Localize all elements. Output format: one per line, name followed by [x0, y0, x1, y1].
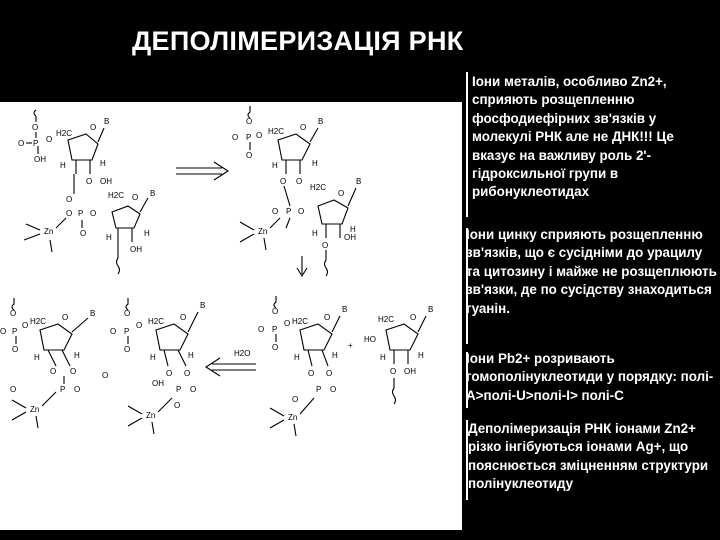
water-label: H2O: [234, 349, 251, 358]
svg-text:O: O: [50, 367, 57, 376]
svg-text:H: H: [100, 159, 106, 168]
svg-text:O: O: [256, 131, 263, 140]
svg-text:P: P: [246, 133, 252, 142]
structure-2: [232, 106, 361, 276]
svg-text:H: H: [144, 229, 150, 238]
svg-text:B: B: [342, 305, 348, 314]
svg-text:O: O: [110, 327, 117, 336]
svg-text:O: O: [300, 123, 307, 132]
svg-text:H2C: H2C: [148, 317, 165, 326]
svg-text:H: H: [294, 353, 300, 362]
svg-text:O: O: [124, 309, 131, 318]
svg-text:H: H: [380, 353, 386, 362]
svg-text:B: B: [356, 177, 362, 186]
svg-text:O: O: [390, 367, 397, 376]
svg-text:O: O: [32, 123, 39, 132]
svg-text:OH: OH: [130, 245, 142, 254]
separator-1: [466, 72, 468, 217]
svg-text:O: O: [190, 385, 197, 394]
svg-text:O: O: [80, 229, 87, 238]
paragraph-zinc-ions: Іони цинку сприяють розщепленню зв'язків, що є сусідніми до урацилу та цитозину і майже не розщеплюють зв'язки, де по сусідству знаходиться гуанін.: [466, 227, 717, 316]
svg-text:O: O: [62, 313, 69, 322]
svg-text:O: O: [326, 369, 333, 378]
svg-text:B: B: [104, 117, 110, 126]
svg-text:B: B: [428, 305, 434, 314]
svg-text:O: O: [12, 345, 19, 354]
paragraph-lead-ions: Іони Pb2+ розривають гомополінуклеотиди у порядку: полі-А>полі-U>полі-I> полі-C: [466, 351, 714, 403]
svg-text:O: O: [232, 133, 239, 142]
svg-text:O: O: [280, 177, 287, 186]
svg-text:H2C: H2C: [292, 317, 309, 326]
reaction-scheme-svg: [0, 102, 462, 530]
svg-text:O: O: [330, 385, 337, 394]
svg-text:HO: HO: [364, 335, 376, 344]
svg-text:H2C: H2C: [108, 191, 125, 200]
svg-text:B: B: [318, 117, 324, 126]
arrow-down: [297, 256, 307, 276]
svg-text:H2C: H2C: [268, 127, 285, 136]
svg-text:O: O: [338, 189, 345, 198]
svg-text:OH: OH: [34, 155, 46, 164]
svg-text:O: O: [322, 241, 329, 250]
svg-text:Zn: Zn: [44, 227, 54, 236]
svg-text:O: O: [292, 395, 299, 404]
svg-text:O: O: [258, 325, 265, 334]
svg-text:P: P: [316, 385, 322, 394]
svg-text:O: O: [10, 309, 17, 318]
svg-text:O: O: [272, 207, 279, 216]
svg-text:O: O: [18, 139, 25, 148]
svg-text:B: B: [150, 189, 156, 198]
svg-text:Zn: Zn: [258, 227, 268, 236]
svg-text:P: P: [12, 327, 18, 336]
svg-text:H: H: [312, 159, 318, 168]
svg-text:O: O: [296, 177, 303, 186]
svg-text:O: O: [284, 319, 291, 328]
svg-text:P: P: [124, 327, 130, 336]
svg-text:O: O: [102, 371, 109, 380]
svg-text:O: O: [246, 151, 253, 160]
svg-text:H: H: [418, 351, 424, 360]
svg-text:O: O: [308, 369, 315, 378]
paragraph-metal-ions: Іони металів, особливо Zn2+, сприяють розщепленню фосфодиефірних зв'язків у молекулі РНК але не ДНК!!! Це вказує на важливу роль 2'-гідроксильної групи в рибонуклеотидах: [472, 74, 674, 200]
arrow-left: [206, 358, 256, 376]
svg-text:O: O: [174, 401, 181, 410]
svg-text:B: B: [90, 309, 96, 318]
plus-sign: +: [348, 341, 353, 350]
svg-text:H: H: [312, 229, 318, 238]
structure-6: [364, 305, 433, 404]
svg-text:H: H: [150, 353, 156, 362]
svg-text:H: H: [60, 161, 66, 170]
svg-text:H: H: [74, 351, 80, 360]
svg-text:OH: OH: [100, 177, 112, 186]
svg-text:Zn: Zn: [288, 413, 298, 422]
svg-text:H2C: H2C: [56, 129, 73, 138]
svg-text:O: O: [86, 177, 93, 186]
svg-text:O: O: [272, 343, 279, 352]
svg-text:OH: OH: [344, 233, 356, 242]
paragraph-silver-inhibition: Деполімеризація РНК іонами Zn2+ різко інгібуються іонами Ag+, що пояснюється зміцненням структури полінуклеотиду: [468, 421, 709, 492]
svg-text:H2C: H2C: [378, 315, 395, 324]
svg-text:Zn: Zn: [146, 411, 156, 420]
structure-5: [258, 296, 347, 436]
svg-text:O: O: [180, 313, 187, 322]
page-title: ДЕПОЛІМЕРИЗАЦІЯ РНК: [132, 26, 464, 56]
svg-text:P: P: [60, 385, 66, 394]
structure-1: [18, 110, 155, 274]
arrow-right-1: [176, 162, 228, 180]
svg-text:OH: OH: [152, 379, 164, 388]
svg-text:H: H: [272, 161, 278, 170]
svg-text:O: O: [324, 313, 331, 322]
svg-text:O: O: [66, 195, 73, 204]
svg-text:H: H: [106, 233, 112, 242]
svg-text:OH: OH: [404, 367, 416, 376]
svg-text:O: O: [90, 209, 97, 218]
svg-text:H: H: [350, 225, 356, 234]
svg-text:O: O: [136, 321, 143, 330]
svg-text:O: O: [10, 385, 17, 394]
svg-text:O: O: [272, 307, 279, 316]
svg-text:H: H: [34, 353, 40, 362]
svg-text:O: O: [0, 327, 7, 336]
svg-text:O: O: [74, 385, 81, 394]
svg-text:H: H: [332, 351, 338, 360]
structure-4: [110, 298, 205, 434]
svg-text:O: O: [124, 345, 131, 354]
svg-text:P: P: [33, 139, 39, 148]
svg-text:B: B: [200, 301, 206, 310]
svg-text:O: O: [22, 321, 29, 330]
reaction-scheme-diagram: [0, 102, 462, 530]
svg-text:H2C: H2C: [30, 317, 47, 326]
svg-text:O: O: [66, 209, 73, 218]
svg-text:O: O: [166, 369, 173, 378]
structure-3: [0, 298, 108, 428]
svg-text:P: P: [286, 207, 292, 216]
svg-text:O: O: [246, 117, 253, 126]
svg-text:O: O: [298, 207, 305, 216]
svg-text:H2C: H2C: [310, 183, 327, 192]
svg-text:O: O: [132, 193, 139, 202]
svg-text:H: H: [188, 351, 194, 360]
svg-text:O: O: [70, 367, 77, 376]
svg-text:O: O: [410, 313, 417, 322]
svg-text:P: P: [272, 325, 278, 334]
svg-text:P: P: [176, 385, 182, 394]
svg-text:O: O: [46, 135, 53, 144]
svg-text:Zn: Zn: [30, 405, 40, 414]
svg-text:O: O: [184, 369, 191, 378]
svg-text:O: O: [90, 123, 97, 132]
svg-text:P: P: [78, 209, 84, 218]
